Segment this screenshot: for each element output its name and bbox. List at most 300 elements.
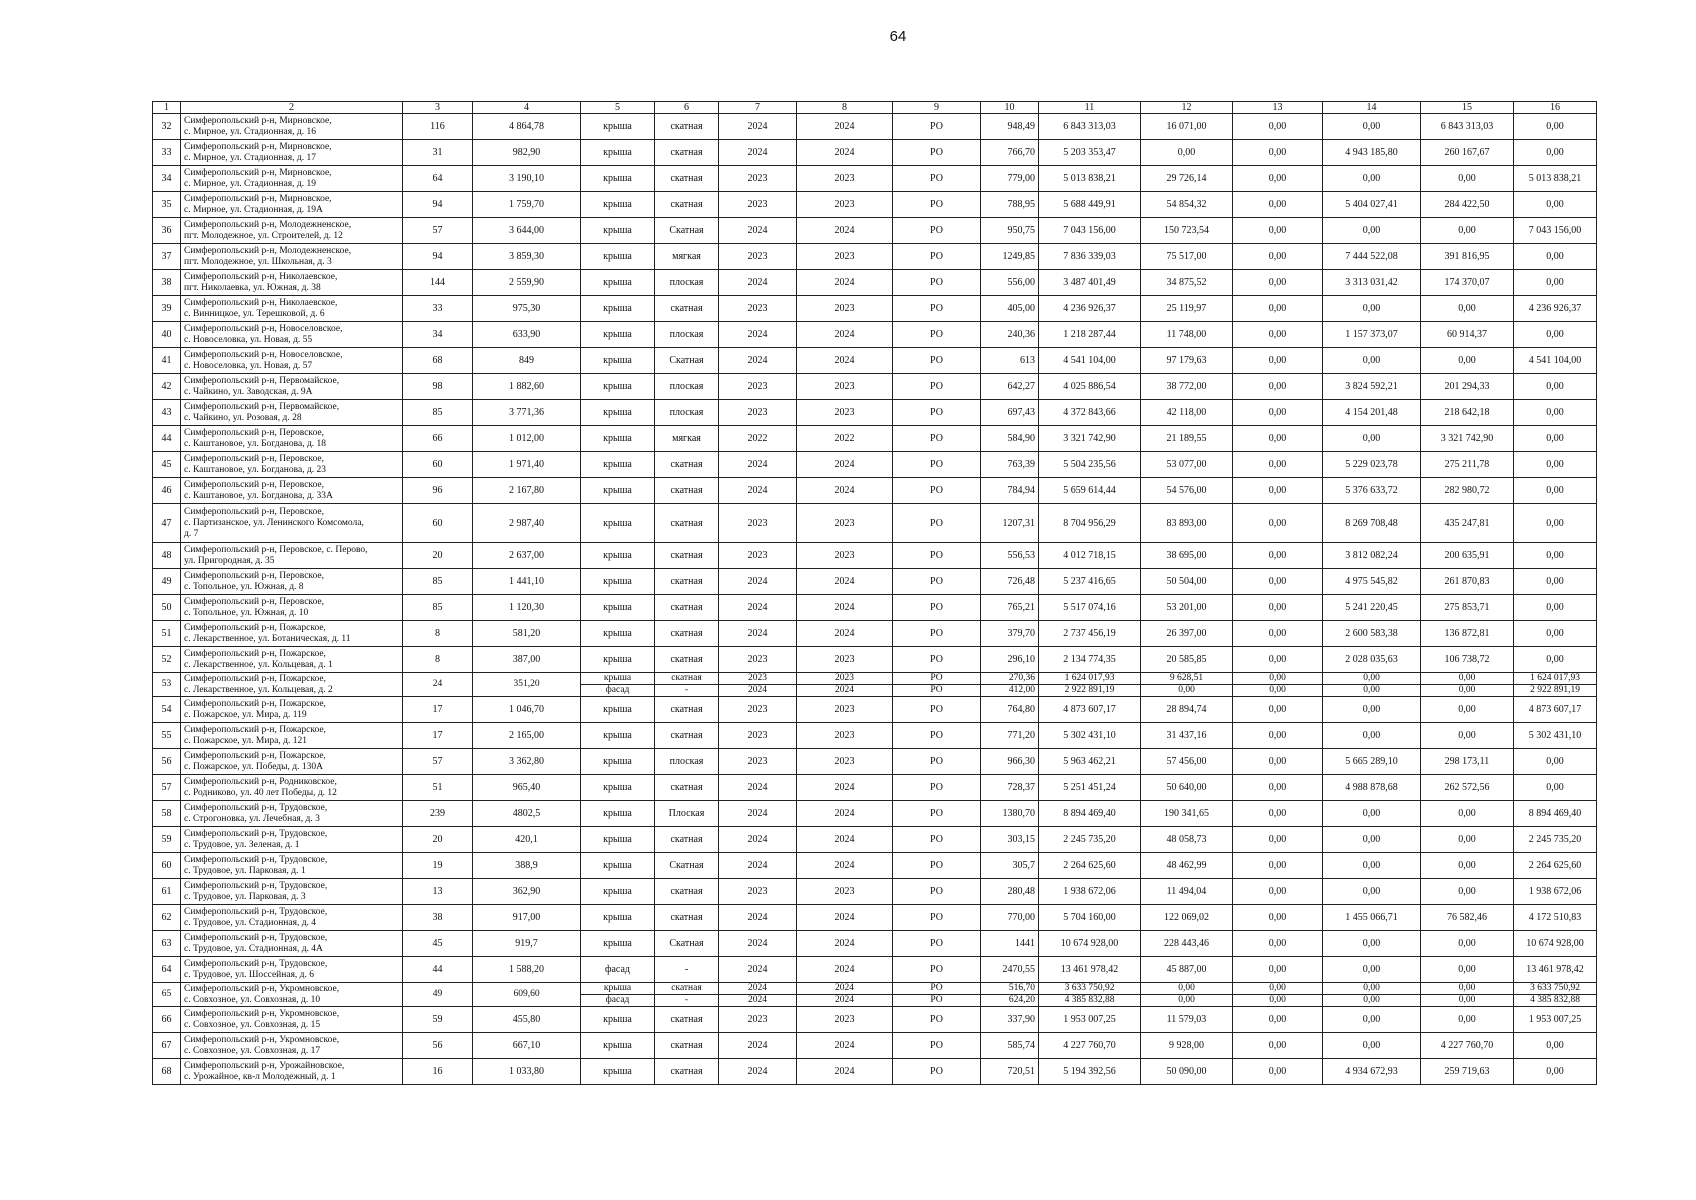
- table-cell: 53 201,00: [1141, 595, 1233, 621]
- table-cell: 0,00: [1421, 931, 1514, 957]
- table-cell: 0,00: [1323, 853, 1421, 879]
- table-cell: 7 444 522,08: [1323, 244, 1421, 270]
- header-cell: 14: [1323, 102, 1421, 114]
- table-cell: -: [655, 685, 719, 697]
- address-line: Симферопольский р-н, Перовское,: [184, 506, 325, 517]
- address-cell: [181, 983, 403, 1007]
- table-cell: 0,00: [1233, 218, 1323, 244]
- table-cell: 56: [153, 749, 181, 775]
- table-cell: 4 934 672,93: [1323, 1059, 1421, 1085]
- table-cell: 2023: [797, 296, 893, 322]
- address-cell: [181, 1007, 403, 1033]
- table-cell: 20: [403, 543, 473, 569]
- table-cell: 0,00: [1323, 166, 1421, 192]
- table-cell: 68: [403, 348, 473, 374]
- table-cell: 67: [153, 1033, 181, 1059]
- table-cell: 5 688 449,91: [1039, 192, 1141, 218]
- table-cell: крыша: [581, 1059, 655, 1085]
- address-line: Симферопольский р-н, Пожарское,: [184, 673, 326, 684]
- table-cell: 2024: [797, 140, 893, 166]
- table-cell: плоская: [655, 400, 719, 426]
- table-cell: 0,00: [1421, 218, 1514, 244]
- address-line: Симферопольский р-н, Урожайновское,: [184, 1060, 345, 1071]
- table-cell: 0,00: [1514, 270, 1597, 296]
- table-cell: 0,00: [1323, 114, 1421, 140]
- table-cell: 1 759,70: [473, 192, 581, 218]
- table-cell: 0,00: [1323, 801, 1421, 827]
- table-cell: 33: [153, 140, 181, 166]
- table-cell: 0,00: [1323, 1033, 1421, 1059]
- table-row: [153, 723, 1597, 749]
- address-line: с. Топольное, ул. Южная, д. 8: [184, 581, 304, 592]
- table-cell: 51: [153, 621, 181, 647]
- table-cell: 4 172 510,83: [1514, 905, 1597, 931]
- table-cell: 6 843 313,03: [1039, 114, 1141, 140]
- table-cell: 2023: [797, 192, 893, 218]
- table-cell: 50 640,00: [1141, 775, 1233, 801]
- table-cell: РО: [893, 244, 981, 270]
- address-line: Симферопольский р-н, Укромновское,: [184, 983, 340, 994]
- table-cell: 298 173,11: [1421, 749, 1514, 775]
- table-cell: РО: [893, 957, 981, 983]
- address-line: с. Пожарское, ул. Мира, д. 119: [184, 709, 307, 720]
- table-cell: 585,74: [981, 1033, 1039, 1059]
- table-cell: крыша: [581, 166, 655, 192]
- table-cell: 412,00: [981, 685, 1039, 697]
- table-row: [153, 673, 1597, 685]
- table-cell: 1 012,00: [473, 426, 581, 452]
- table-cell: 3 321 742,90: [1039, 426, 1141, 452]
- table-cell: 29 726,14: [1141, 166, 1233, 192]
- table-cell: 2 245 735,20: [1514, 827, 1597, 853]
- address-line: с. Трудовое, ул. Парковая, д. 1: [184, 865, 306, 876]
- table-cell: 2024: [719, 931, 797, 957]
- table-cell: 3 633 750,92: [1039, 983, 1141, 995]
- table-cell: скатная: [655, 478, 719, 504]
- table-cell: 2024: [719, 995, 797, 1007]
- table-cell: плоская: [655, 374, 719, 400]
- table-cell: 0,00: [1233, 543, 1323, 569]
- table-cell: 2023: [797, 166, 893, 192]
- table-row: [153, 1059, 1597, 1085]
- table-cell: 388,9: [473, 853, 581, 879]
- table-cell: 4 385 832,88: [1039, 995, 1141, 1007]
- table-cell: 5 963 462,21: [1039, 749, 1141, 775]
- table-cell: 200 635,91: [1421, 543, 1514, 569]
- table-cell: 60 914,37: [1421, 322, 1514, 348]
- table-cell: 5 302 431,10: [1514, 723, 1597, 749]
- table-cell: 2023: [719, 543, 797, 569]
- table-cell: 3 321 742,90: [1421, 426, 1514, 452]
- header-cell: 13: [1233, 102, 1323, 114]
- table-row: [153, 595, 1597, 621]
- table-cell: 2024: [797, 621, 893, 647]
- table-cell: 96: [403, 478, 473, 504]
- table-cell: 0,00: [1514, 452, 1597, 478]
- table-cell: 41: [153, 348, 181, 374]
- table-cell: 83 893,00: [1141, 504, 1233, 543]
- table-cell: 2024: [719, 801, 797, 827]
- table-cell: РО: [893, 647, 981, 673]
- table-cell: крыша: [581, 827, 655, 853]
- address-line: пгт. Николаевка, ул. Южная, д. 38: [184, 282, 321, 293]
- table-cell: 0,00: [1233, 905, 1323, 931]
- table-cell: 38: [153, 270, 181, 296]
- table-cell: РО: [893, 348, 981, 374]
- table-cell: 3 812 082,24: [1323, 543, 1421, 569]
- table-cell: 2024: [719, 983, 797, 995]
- table-cell: скатная: [655, 621, 719, 647]
- table-cell: 633,90: [473, 322, 581, 348]
- table-cell: РО: [893, 569, 981, 595]
- address-line: Симферопольский р-н, Трудовское,: [184, 932, 328, 943]
- table-cell: 728,37: [981, 775, 1039, 801]
- address-cell: [181, 905, 403, 931]
- table-cell: 0,00: [1514, 192, 1597, 218]
- table-cell: 0,00: [1233, 749, 1323, 775]
- table-cell: 0,00: [1514, 244, 1597, 270]
- table-cell: скатная: [655, 166, 719, 192]
- table-cell: РО: [893, 478, 981, 504]
- address-cell: [181, 879, 403, 905]
- table-row: [153, 647, 1597, 673]
- address-line: с. Лекарственное, ул. Кольцевая, д. 2: [184, 684, 333, 695]
- table-cell: скатная: [655, 192, 719, 218]
- table-cell: 8: [403, 621, 473, 647]
- table-cell: 0,00: [1514, 140, 1597, 166]
- table-cell: 4 873 607,17: [1039, 697, 1141, 723]
- table-cell: скатная: [655, 114, 719, 140]
- table-cell: 2024: [719, 827, 797, 853]
- table-cell: 0,00: [1233, 957, 1323, 983]
- table-cell: 284 422,50: [1421, 192, 1514, 218]
- address-line: с. Партизанское, ул. Ленинского Комсомола,: [184, 517, 364, 528]
- address-line: ул. Пригородная, д. 35: [184, 555, 275, 566]
- table-cell: 0,00: [1233, 166, 1323, 192]
- address-cell: [181, 192, 403, 218]
- address-cell: [181, 801, 403, 827]
- table-cell: крыша: [581, 543, 655, 569]
- table-cell: 4 988 878,68: [1323, 775, 1421, 801]
- table-cell: 60: [403, 452, 473, 478]
- address-cell: [181, 957, 403, 983]
- table-cell: 0,00: [1141, 140, 1233, 166]
- table-cell: 2024: [719, 348, 797, 374]
- table-cell: 10 674 928,00: [1039, 931, 1141, 957]
- table-cell: 9 928,00: [1141, 1033, 1233, 1059]
- table-cell: 2024: [719, 569, 797, 595]
- table-cell: 5 013 838,21: [1039, 166, 1141, 192]
- table-cell: РО: [893, 192, 981, 218]
- table-cell: 36: [153, 218, 181, 244]
- table-cell: РО: [893, 749, 981, 775]
- table-cell: 0,00: [1323, 296, 1421, 322]
- table-cell: 771,20: [981, 723, 1039, 749]
- table-row: [153, 114, 1597, 140]
- table-cell: 0,00: [1323, 879, 1421, 905]
- table-row: [153, 801, 1597, 827]
- table-cell: 57: [403, 218, 473, 244]
- table-cell: 10 674 928,00: [1514, 931, 1597, 957]
- table-cell: 3 859,30: [473, 244, 581, 270]
- table-cell: 1 033,80: [473, 1059, 581, 1085]
- table-cell: 919,7: [473, 931, 581, 957]
- table-cell: РО: [893, 595, 981, 621]
- table-cell: 948,49: [981, 114, 1039, 140]
- address-cell: [181, 322, 403, 348]
- table-cell: 2023: [797, 1007, 893, 1033]
- table-cell: 150 723,54: [1141, 218, 1233, 244]
- table-cell: крыша: [581, 140, 655, 166]
- table-cell: 2023: [797, 879, 893, 905]
- table-cell: 32: [153, 114, 181, 140]
- address-line: Симферопольский р-н, Первомайское,: [184, 401, 340, 412]
- table-cell: 19: [403, 853, 473, 879]
- table-cell: 4 873 607,17: [1514, 697, 1597, 723]
- table-cell: 362,90: [473, 879, 581, 905]
- address-line: с. Топольное, ул. Южная, д. 10: [184, 607, 309, 618]
- table-cell: 0,00: [1514, 400, 1597, 426]
- table-cell: РО: [893, 296, 981, 322]
- address-line: Симферопольский р-н, Трудовское,: [184, 958, 328, 969]
- table-cell: 2024: [797, 983, 893, 995]
- address-cell: [181, 621, 403, 647]
- table-cell: 5 665 289,10: [1323, 749, 1421, 775]
- table-cell: 303,15: [981, 827, 1039, 853]
- table-cell: -: [655, 957, 719, 983]
- table-cell: 2 167,80: [473, 478, 581, 504]
- table-cell: РО: [893, 400, 981, 426]
- table-cell: 31 437,16: [1141, 723, 1233, 749]
- table-cell: 2 559,90: [473, 270, 581, 296]
- table-cell: 0,00: [1421, 879, 1514, 905]
- table-cell: 49: [403, 983, 473, 1007]
- table-cell: 0,00: [1233, 983, 1323, 995]
- table-cell: Скатная: [655, 218, 719, 244]
- table-cell: 0,00: [1514, 595, 1597, 621]
- table-cell: 5 237 416,65: [1039, 569, 1141, 595]
- table-cell: 0,00: [1323, 957, 1421, 983]
- table-cell: 0,00: [1233, 140, 1323, 166]
- table-cell: 2024: [719, 114, 797, 140]
- table-cell: 106 738,72: [1421, 647, 1514, 673]
- address-line: с. Совхозное, ул. Совхозная, д. 15: [184, 1019, 321, 1030]
- table-cell: РО: [893, 983, 981, 995]
- table-cell: 55: [153, 723, 181, 749]
- address-cell: [181, 673, 403, 697]
- table-cell: 0,00: [1323, 1007, 1421, 1033]
- table-cell: 2024: [719, 1033, 797, 1059]
- table-cell: 1 120,30: [473, 595, 581, 621]
- table-cell: плоская: [655, 749, 719, 775]
- table-cell: плоская: [655, 270, 719, 296]
- address-cell: [181, 244, 403, 270]
- table-cell: 2024: [719, 905, 797, 931]
- table-cell: 0,00: [1421, 827, 1514, 853]
- table-row: [153, 853, 1597, 879]
- table-cell: 779,00: [981, 166, 1039, 192]
- table-cell: скатная: [655, 905, 719, 931]
- table-cell: 2024: [719, 1059, 797, 1085]
- table-cell: скатная: [655, 296, 719, 322]
- table-cell: скатная: [655, 543, 719, 569]
- table-cell: 4 541 104,00: [1039, 348, 1141, 374]
- table-cell: РО: [893, 775, 981, 801]
- table-cell: РО: [893, 543, 981, 569]
- table-cell: 52: [153, 647, 181, 673]
- table-cell: 51: [403, 775, 473, 801]
- table-cell: 1207,31: [981, 504, 1039, 543]
- table-cell: 0,00: [1323, 931, 1421, 957]
- address-cell: [181, 166, 403, 192]
- table-cell: 1380,70: [981, 801, 1039, 827]
- table-cell: 5 251 451,24: [1039, 775, 1141, 801]
- table-cell: 85: [403, 595, 473, 621]
- table-cell: 64: [153, 957, 181, 983]
- table-cell: 667,10: [473, 1033, 581, 1059]
- table-cell: 2023: [719, 296, 797, 322]
- table-cell: 2023: [719, 166, 797, 192]
- address-line: с. Трудовое, ул. Зеленая, д. 1: [184, 839, 300, 850]
- table-cell: 2024: [797, 478, 893, 504]
- address-line: Симферопольский р-н, Первомайское,: [184, 375, 340, 386]
- table-cell: 0,00: [1233, 775, 1323, 801]
- address-line: с. Трудовое, ул. Шоссейная, д. 6: [184, 969, 315, 980]
- table-cell: 613: [981, 348, 1039, 374]
- table-cell: 2024: [719, 140, 797, 166]
- table-cell: крыша: [581, 621, 655, 647]
- page-number: 64: [889, 28, 907, 45]
- table-cell: 270,36: [981, 673, 1039, 685]
- table-cell: 4 227 760,70: [1039, 1033, 1141, 1059]
- table-cell: 5 194 392,56: [1039, 1059, 1141, 1085]
- address-line: пгт. Молодежное, ул. Строителей, д. 12: [184, 230, 343, 241]
- address-line: Симферопольский р-н, Трудовское,: [184, 906, 328, 917]
- table-cell: крыша: [581, 697, 655, 723]
- table-cell: 49: [153, 569, 181, 595]
- address-cell: [181, 723, 403, 749]
- table-cell: 2023: [797, 647, 893, 673]
- table-cell: РО: [893, 697, 981, 723]
- table-cell: 0,00: [1421, 697, 1514, 723]
- table-cell: 1441: [981, 931, 1039, 957]
- table-cell: 54 854,32: [1141, 192, 1233, 218]
- table-cell: РО: [893, 218, 981, 244]
- table-cell: 2022: [797, 426, 893, 452]
- table-row: [153, 931, 1597, 957]
- table-cell: 0,00: [1233, 114, 1323, 140]
- header-cell: 16: [1514, 102, 1597, 114]
- table-cell: 1 971,40: [473, 452, 581, 478]
- table-cell: скатная: [655, 1059, 719, 1085]
- table-cell: 1249,85: [981, 244, 1039, 270]
- table-cell: скатная: [655, 1007, 719, 1033]
- table-cell: 516,70: [981, 983, 1039, 995]
- table-cell: 259 719,63: [1421, 1059, 1514, 1085]
- table-cell: 2024: [797, 827, 893, 853]
- table-cell: 47: [153, 504, 181, 543]
- table-cell: 17: [403, 723, 473, 749]
- address-line: Симферопольский р-н, Перовское,: [184, 427, 325, 438]
- table-cell: 0,00: [1514, 504, 1597, 543]
- table-cell: 34: [403, 322, 473, 348]
- table-cell: 240,36: [981, 322, 1039, 348]
- table-cell: 48: [153, 543, 181, 569]
- table-cell: крыша: [581, 296, 655, 322]
- table-cell: 50: [153, 595, 181, 621]
- table-cell: 3 644,00: [473, 218, 581, 244]
- address-cell: [181, 1059, 403, 1085]
- table-cell: 0,00: [1233, 697, 1323, 723]
- table-cell: 0,00: [1141, 983, 1233, 995]
- table-cell: 0,00: [1233, 723, 1323, 749]
- table-cell: крыша: [581, 749, 655, 775]
- table-cell: 0,00: [1233, 348, 1323, 374]
- table-cell: 966,30: [981, 749, 1039, 775]
- address-line: с. Трудовое, ул. Стадионная, д. 4: [184, 917, 317, 928]
- table-cell: 2023: [797, 673, 893, 685]
- table-cell: 0,00: [1233, 1033, 1323, 1059]
- table-cell: 2023: [719, 749, 797, 775]
- table-cell: 0,00: [1233, 853, 1323, 879]
- table-cell: РО: [893, 166, 981, 192]
- table-cell: 16 071,00: [1141, 114, 1233, 140]
- table-cell: 239: [403, 801, 473, 827]
- table-cell: Скатная: [655, 931, 719, 957]
- table-cell: 4 012 718,15: [1039, 543, 1141, 569]
- table-cell: 420,1: [473, 827, 581, 853]
- table-cell: 2023: [719, 879, 797, 905]
- table-cell: 38: [403, 905, 473, 931]
- address-line: Симферопольский р-н, Пожарское,: [184, 622, 326, 633]
- table-cell: 5 229 023,78: [1323, 452, 1421, 478]
- table-cell: 556,53: [981, 543, 1039, 569]
- table-cell: 85: [403, 400, 473, 426]
- table-cell: 642,27: [981, 374, 1039, 400]
- address-cell: [181, 374, 403, 400]
- table-cell: 4 025 886,54: [1039, 374, 1141, 400]
- table-cell: РО: [893, 995, 981, 1007]
- table-cell: 2023: [719, 723, 797, 749]
- table-cell: 66: [153, 1007, 181, 1033]
- table-cell: 0,00: [1323, 673, 1421, 685]
- table-cell: 280,48: [981, 879, 1039, 905]
- address-line: с. Строгоновка, ул. Лечебная, д. 3: [184, 813, 320, 824]
- table-cell: скатная: [655, 452, 719, 478]
- address-line: Симферопольский р-н, Пожарское,: [184, 724, 326, 735]
- table-cell: крыша: [581, 879, 655, 905]
- table-cell: крыша: [581, 504, 655, 543]
- table-cell: 0,00: [1233, 270, 1323, 296]
- table-cell: 11 748,00: [1141, 322, 1233, 348]
- table-cell: 94: [403, 244, 473, 270]
- table-cell: 53: [153, 673, 181, 697]
- table-cell: 0,00: [1233, 1059, 1323, 1085]
- address-cell: [181, 270, 403, 296]
- table-row: [153, 322, 1597, 348]
- table-cell: 2 245 735,20: [1039, 827, 1141, 853]
- address-cell: [181, 218, 403, 244]
- table-cell: 1 218 287,44: [1039, 322, 1141, 348]
- address-cell: [181, 400, 403, 426]
- address-cell: [181, 543, 403, 569]
- table-cell: 38 695,00: [1141, 543, 1233, 569]
- table-cell: 2024: [797, 218, 893, 244]
- table-cell: 8: [403, 647, 473, 673]
- address-line: Симферопольский р-н, Мирновское,: [184, 141, 332, 152]
- header-cell: 7: [719, 102, 797, 114]
- table-cell: 697,43: [981, 400, 1039, 426]
